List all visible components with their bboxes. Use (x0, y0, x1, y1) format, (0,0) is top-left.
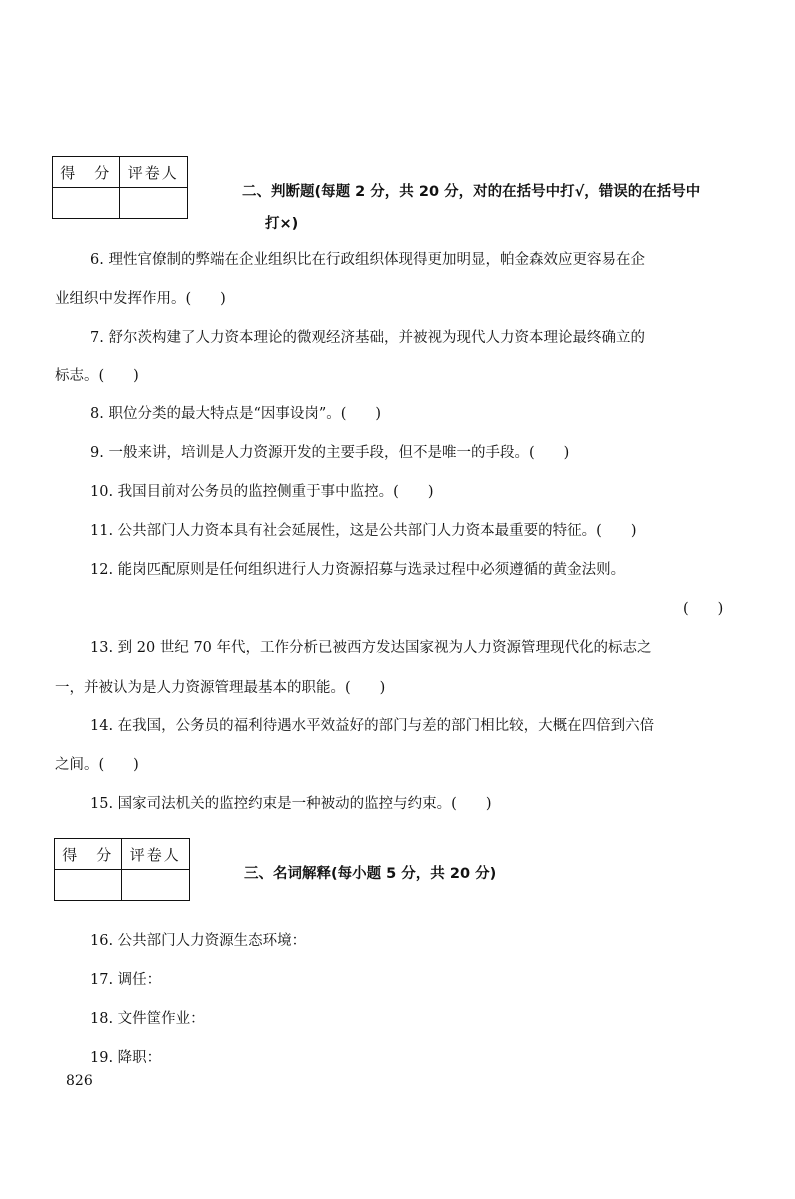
score-box-2 (54, 838, 190, 901)
question-6-line-2: 业组织中发挥作用。( ) (55, 291, 226, 307)
question-13-line-2: 一，并被认为是人力资源管理最基本的职能。( ) (55, 680, 386, 696)
question-11: 11. 公共部门人力资本具有社会延展性，这是公共部门人力资本最重要的特征。( ) (90, 523, 637, 539)
score-label: 得 分 (53, 157, 120, 188)
section-2-title-line-1: 二、判断题(每题 2 分，共 20 分，对的在括号中打√，错误的在括号中 (242, 184, 701, 200)
score-blank (55, 870, 122, 901)
term-19: 19. 降职： (90, 1050, 162, 1066)
question-14-line-1: 14. 在我国，公务员的福利待遇水平效益好的部门与差的部门相比较，大概在四倍到六倍 (90, 718, 655, 734)
question-7-line-2: 标志。( ) (55, 368, 139, 384)
score-blank (53, 188, 120, 219)
question-12-line-2: ( ) (683, 601, 724, 617)
question-8: 8. 职位分类的最大特点是“因事设岗”。( ) (90, 406, 382, 422)
term-17: 17. 调任： (90, 972, 162, 988)
question-6-line-1: 6. 理性官僚制的弊端在企业组织比在行政组织体现得更加明显，帕金森效应更容易在企 (90, 252, 645, 268)
grader-label: 评卷人 (121, 839, 189, 870)
question-13-line-1: 13. 到 20 世纪 70 年代，工作分析已被西方发达国家视为人力资源管理现代化的标志之 (90, 640, 652, 656)
grader-blank (121, 870, 189, 901)
score-box-1 (52, 156, 188, 219)
grader-blank (119, 188, 187, 219)
question-14-line-2: 之间。( ) (55, 757, 139, 773)
question-10: 10. 我国目前对公务员的监控侧重于事中监控。( ) (90, 484, 434, 500)
question-12-line-1: 12. 能岗匹配原则是任何组织进行人力资源招募与选录过程中必须遵循的黄金法则。 (90, 562, 626, 578)
section-2-title-line-2: 打×) (265, 216, 299, 232)
term-18: 18. 文件筐作业： (90, 1011, 205, 1027)
grader-label: 评卷人 (119, 157, 187, 188)
question-15: 15. 国家司法机关的监控约束是一种被动的监控与约束。( ) (90, 796, 492, 812)
score-label: 得 分 (55, 839, 122, 870)
page-number: 826 (66, 1073, 93, 1089)
question-7-line-1: 7. 舒尔茨构建了人力资本理论的微观经济基础，并被视为现代人力资本理论最终确立的 (90, 330, 645, 346)
section-3-title: 三、名词解释(每小题 5 分，共 20 分) (244, 866, 497, 882)
question-9: 9. 一般来讲，培训是人力资源开发的主要手段，但不是唯一的手段。( ) (90, 445, 570, 461)
term-16: 16. 公共部门人力资源生态环境： (90, 933, 307, 949)
